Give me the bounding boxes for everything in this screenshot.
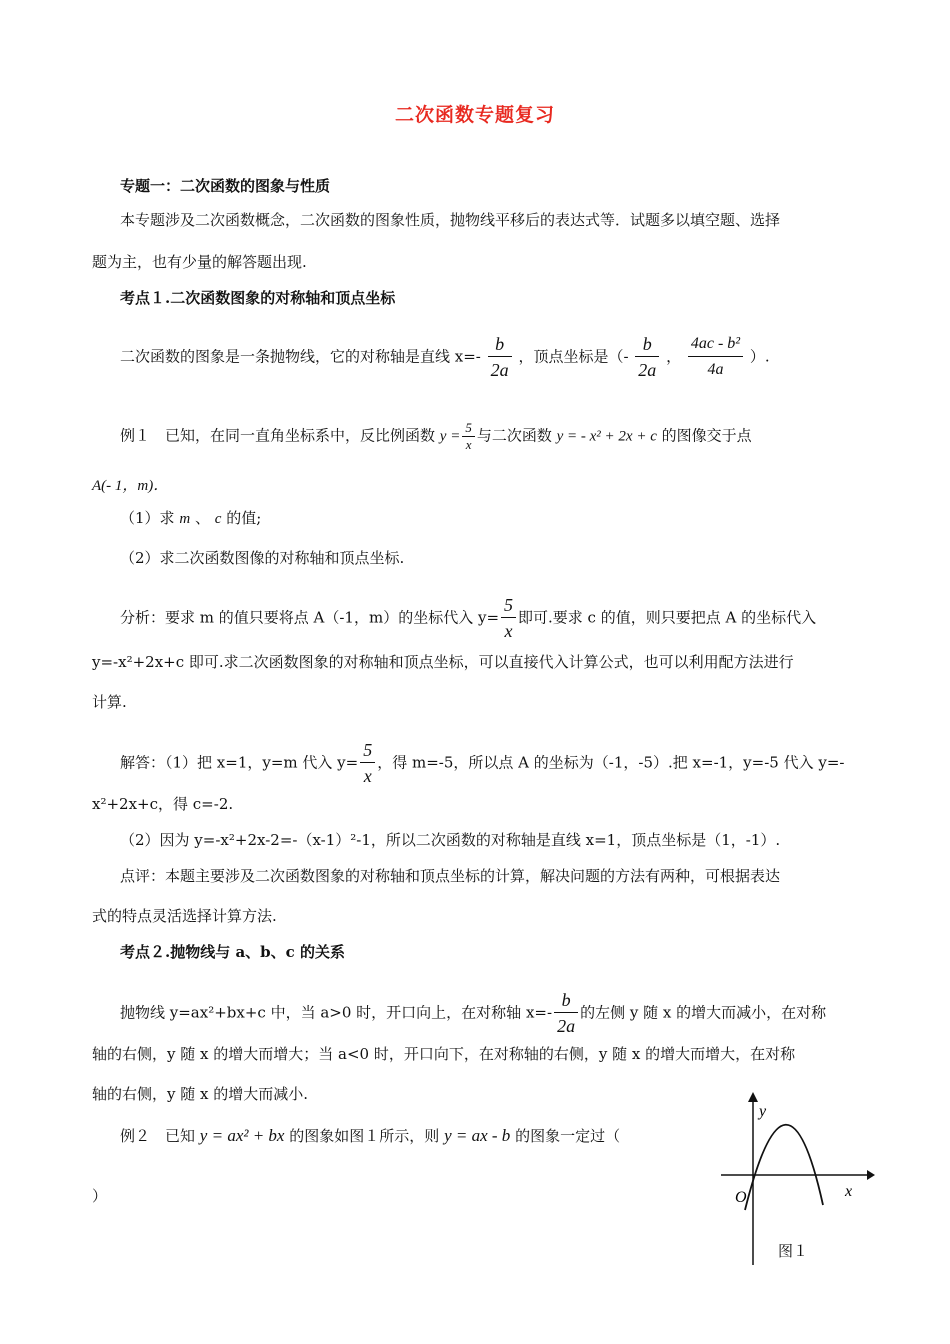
vertex-y-denominator: 4a: [688, 356, 743, 383]
example1-quadratic: y = - x² + 2x + c: [556, 428, 657, 445]
example2-text-c: 的图象一定过（: [515, 1127, 621, 1145]
parabola-curve: [745, 1125, 823, 1210]
point2-fraction-denominator: 2a: [554, 1012, 578, 1039]
vertex-x-denominator: 2a: [635, 356, 659, 383]
example1-text-c: 的图像交于点: [661, 426, 752, 445]
example1-y-eq: y =: [439, 428, 461, 445]
point1-heading: 考点１.二次函数图象的对称轴和顶点坐标: [120, 289, 396, 307]
analysis-line2: y=-x²+2x+c 即可.求二次函数图象的对称轴和顶点坐标，可以直接代入计算公式，也可以利用配方法进行: [92, 653, 794, 671]
point2-line3: 轴的右侧，y 随 x 的增大而减小.: [92, 1085, 309, 1103]
analysis-fraction-numerator: 5: [504, 595, 514, 615]
example1-fraction-numerator: 5: [465, 420, 472, 435]
point2-fraction: [554, 988, 578, 1039]
vertex-x-fraction: [635, 332, 659, 383]
analysis-fraction: [501, 593, 516, 644]
analysis-fraction-denominator: x: [501, 617, 516, 644]
x-axis-label: x: [845, 1183, 853, 1200]
question1-m: m: [179, 511, 191, 527]
point2-line2: 轴的右侧，y 随 x 的增大而增大；当 a<0 时，开口向下，在对称轴的右侧，y 随 x 的增大而增大，在对称: [92, 1045, 796, 1063]
y-axis-label: y: [759, 1103, 767, 1120]
example2-equation1: y = ax² + bx: [199, 1126, 285, 1145]
example1-text-a: 例１ 已知，在同一直角坐标系中，反比例函数: [120, 426, 436, 445]
example2-text-a: 例２ 已知: [120, 1127, 196, 1145]
answer-fraction-numerator: 5: [363, 740, 373, 760]
answer-line2: x²+2x+c，得 c=-2.: [92, 795, 234, 813]
answer-line1: [120, 738, 844, 789]
comment-line2: 式的特点灵活选择计算方法.: [92, 907, 277, 925]
question1-sep: 、: [194, 509, 210, 527]
answer-text-a: 解答：（1）把 x=1，y=m 代入 y=: [120, 753, 359, 772]
origin-label: O: [735, 1189, 747, 1206]
answer-text-b: ，得 m=-5，所以点 A 的坐标为（-1，-5）.把 x=-1，y=-5 代入 y=-: [377, 753, 845, 772]
point2-heading: 考点２.抛物线与 a、b、c 的关系: [120, 943, 346, 961]
example2-close-paren: ）: [92, 1187, 108, 1205]
point1-text-c: ，: [666, 347, 682, 366]
vertex-y-numerator: 4ac - b²: [690, 335, 741, 352]
example1-fraction: [462, 420, 475, 453]
example1-point: A(- 1，m)．: [92, 478, 169, 494]
answer-fraction-denominator: x: [360, 762, 375, 789]
answer-fraction: [360, 738, 375, 789]
analysis-line3: 计算.: [92, 693, 127, 711]
example1-question1: [120, 508, 261, 529]
figure-caption: 图１: [778, 1242, 809, 1260]
question1-end: 的值;: [226, 509, 262, 527]
vertex-x-numerator: b: [642, 334, 652, 354]
point1-text-d: ）.: [749, 347, 770, 366]
point1-text-a: 二次函数的图象是一条抛物线，它的对称轴是直线 x=-: [120, 347, 481, 366]
topic1-intro-line1: 本专题涉及二次函数概念，二次函数的图象性质，抛物线平移后的表达式等．试题多以填空题、选择: [120, 211, 781, 229]
example1-question2: （2）求二次函数图像的对称轴和顶点坐标.: [120, 549, 405, 567]
page-title: 二次函数专题复习: [394, 104, 555, 126]
example1-line: [120, 420, 752, 453]
vertex-y-fraction: [688, 332, 743, 383]
question1-text: （1）求: [120, 509, 175, 527]
axis-fraction-denominator: 2a: [488, 356, 512, 383]
analysis-text-b: 即可.要求 c 的值，则只要把点 A 的坐标代入: [518, 608, 817, 627]
answer-line3: （2）因为 y=-x²+2x-2=-（x-1）²-1，所以二次函数的对称轴是直线 x=1，顶点坐标是（1，-1）.: [120, 831, 781, 849]
topic1-heading: 专题一：二次函数的图象与性质: [120, 177, 331, 195]
axis-fraction-numerator: b: [495, 334, 505, 354]
y-axis-arrow: [748, 1092, 758, 1102]
point1-formula-line: [120, 332, 770, 383]
topic1-intro-line2: 题为主，也有少量的解答题出现.: [92, 253, 307, 271]
x-axis-arrow: [867, 1170, 875, 1180]
example2-text-b: 的图象如图１所示，则: [289, 1127, 440, 1145]
point2-line1: [120, 988, 826, 1039]
example2-equation2: y = ax - b: [444, 1126, 511, 1145]
question1-c: c: [214, 511, 222, 527]
point2-fraction-numerator: b: [561, 990, 571, 1010]
example1-text-b: 与二次函数: [476, 426, 552, 445]
axis-fraction: [488, 332, 512, 383]
analysis-line1: [120, 593, 816, 644]
point2-text-a: 抛物线 y=ax²+bx+c 中，当 a>0 时，开口向上，在对称轴 x=-: [120, 1003, 553, 1022]
example2-line: [120, 1126, 620, 1146]
analysis-text-a: 分析：要求 m 的值只要将点 A（-1，m）的坐标代入 y=: [120, 608, 500, 627]
example1-fraction-denominator: x: [462, 436, 475, 453]
point1-text-b: ，顶点坐标是（-: [518, 347, 629, 366]
comment-line1: 点评：本题主要涉及二次函数图象的对称轴和顶点坐标的计算，解决问题的方法有两种，可根据表达: [120, 867, 781, 885]
point2-text-b: 的左侧 y 随 x 的增大而减小，在对称: [580, 1003, 827, 1022]
